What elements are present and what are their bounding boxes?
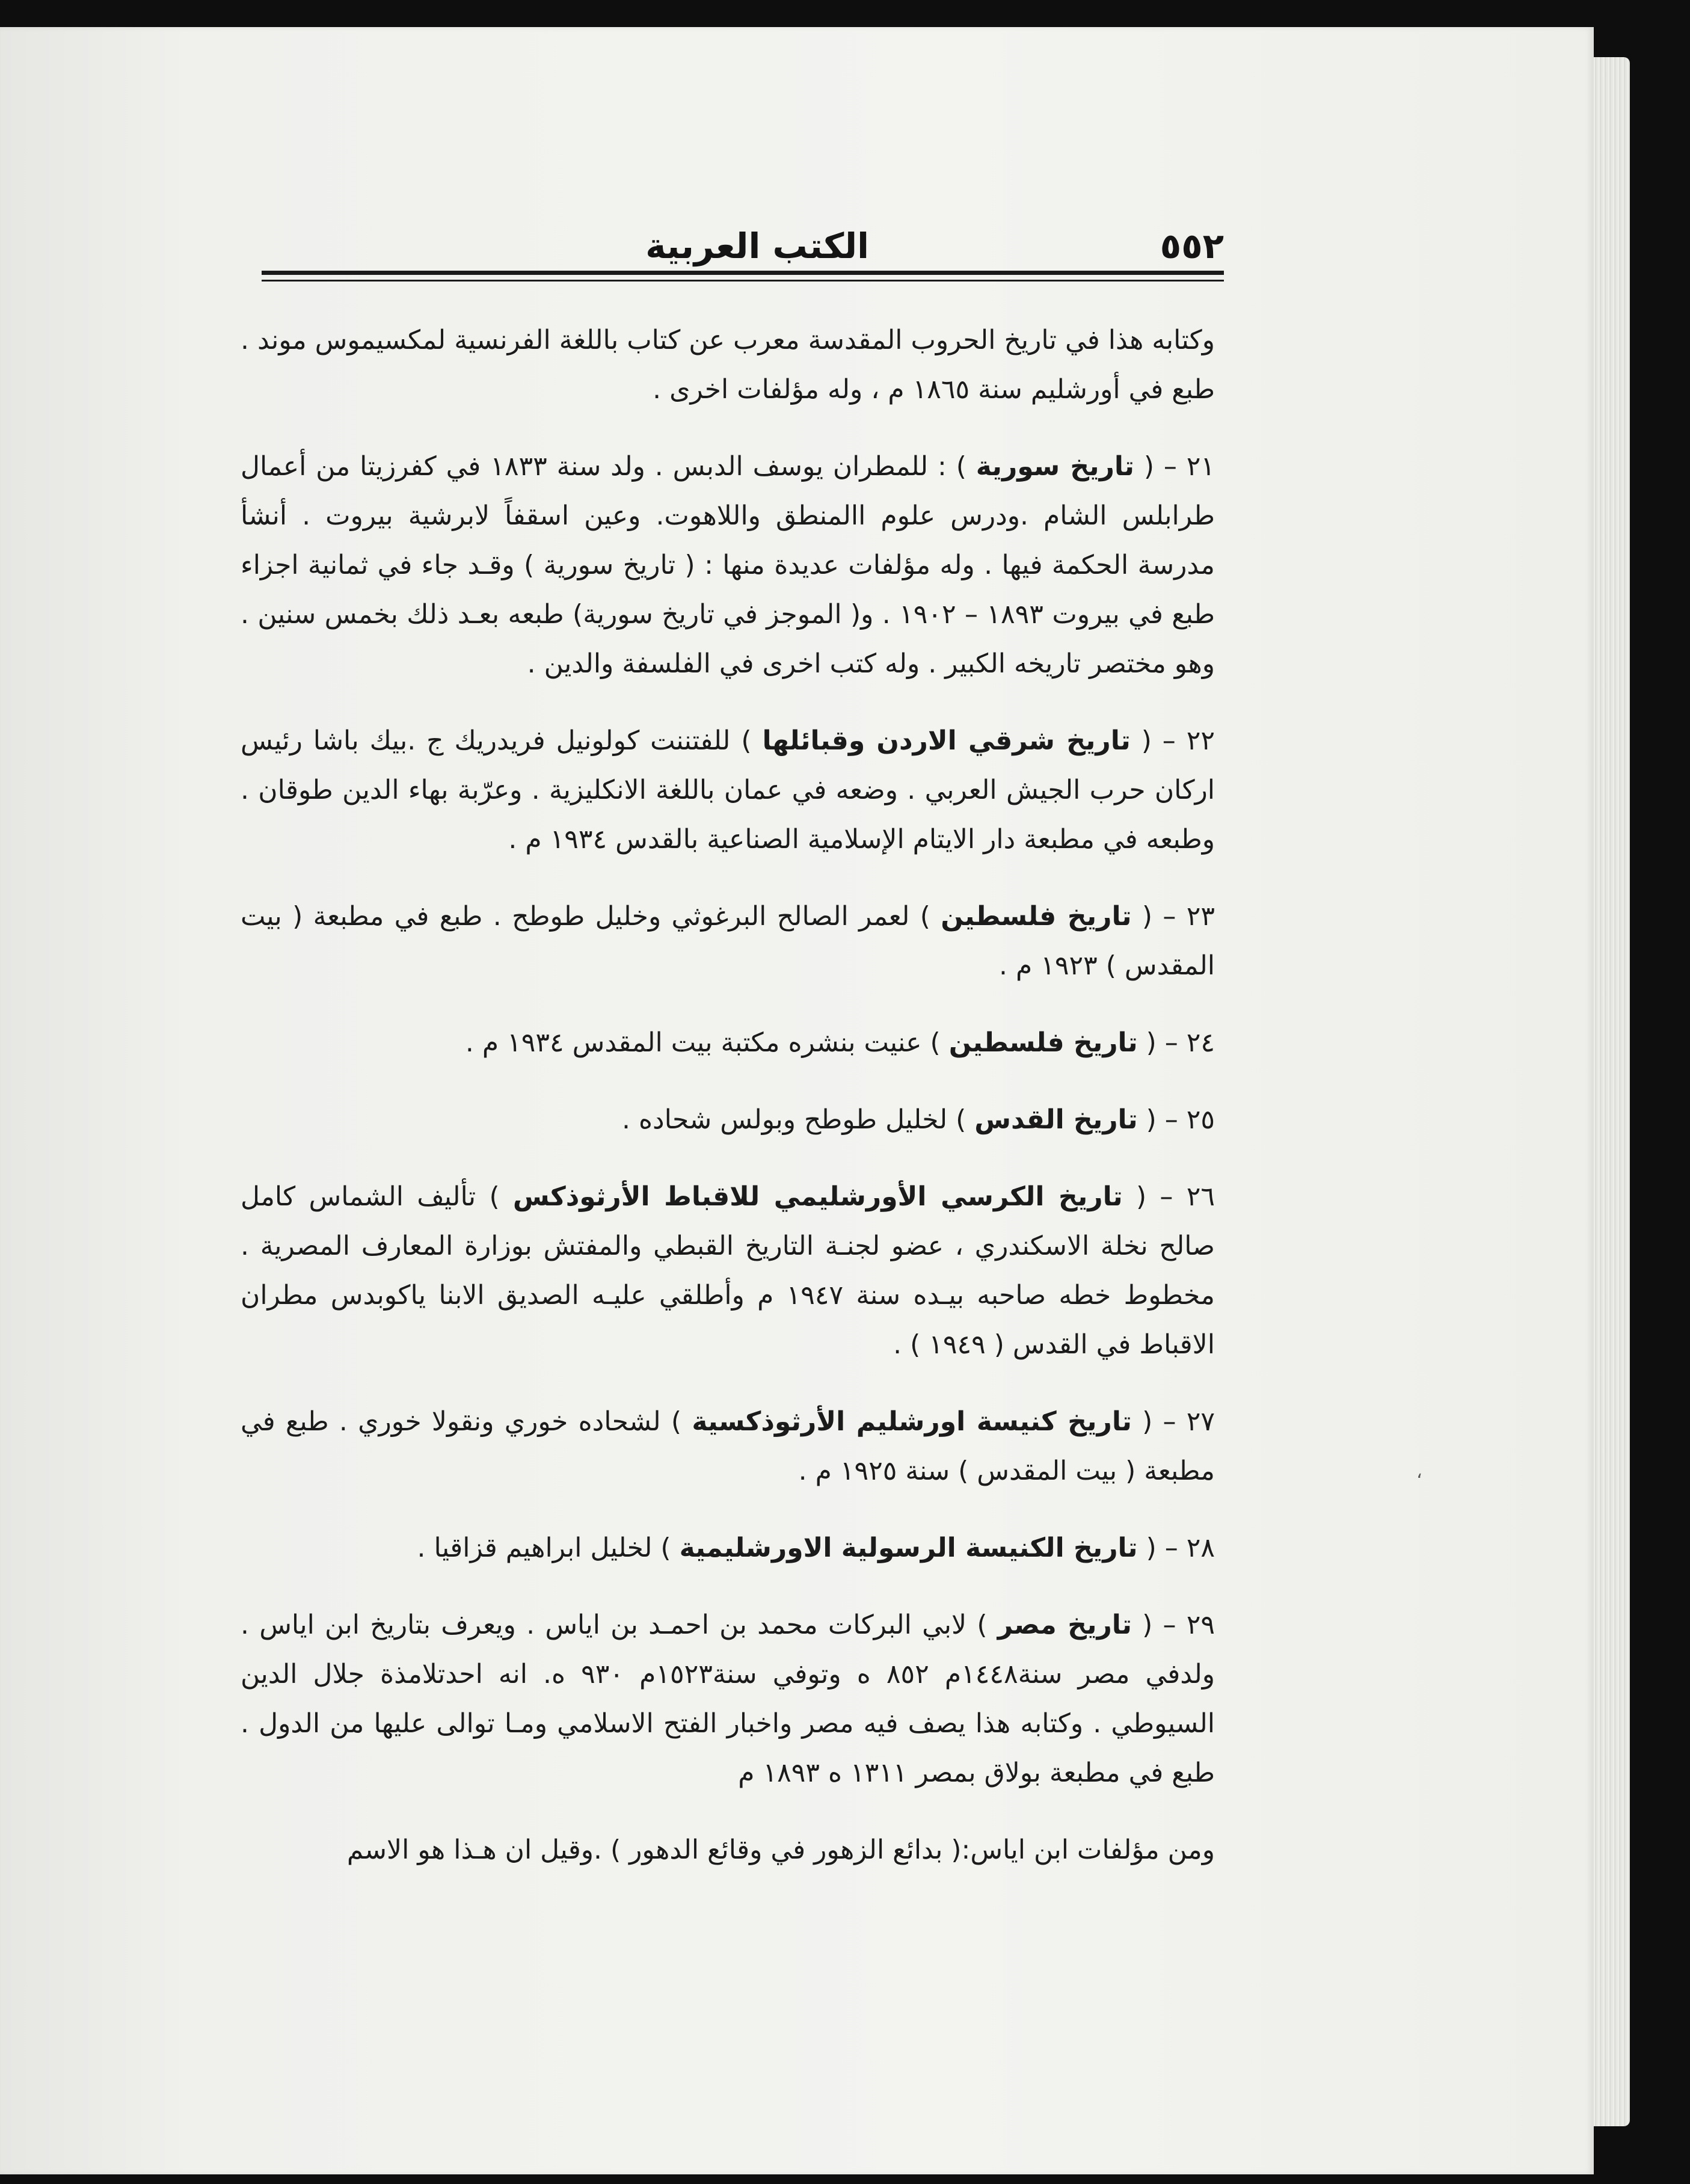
entry-text: ) لابي البركات محمد بن احمـد بن اياس . ويعرف بتاريخ ابن اياس . ولدفي مصر سنة١٤٤٨م ٨٥٢ ه وتوفي سنة١٥٢٣م ٩٣٠ ه. انه احدتلامذة جلال الدين السيوطي . وكتابه هذا يصف فيه مصر واخبار الفتح الاسلامي ومـا توالى عليها من الدول . طبع في مطبعة بولاق بمصر ١٣١١ ه ١٨٩٣ م [241,1610,1215,1788]
entry-number: ٢٧ – ( [1142,1406,1215,1437]
entry-text: ) لعمر الصالح البرغوثي وخليل طوطح . طبع في مطبعة ( بيت المقدس ) ١٩٢٣ م . [241,901,1215,981]
entry-24 [241,1018,1215,1068]
entry-22 [241,716,1215,864]
entry-title: تاريخ القدس [974,1104,1138,1135]
entry-text: ) لخليل ابراهيم قزاقيا . [417,1533,671,1563]
entry-title: تاريخ فلسطين [941,901,1132,932]
entry-number: ٢٩ – ( [1142,1610,1215,1640]
paragraph-text: ومن مؤلفات ابن اياس:( بدائع الزهور في وقائع الدهور ) .وقيل ان هـذا هو الاسم [346,1835,1215,1865]
entry-28 [241,1524,1215,1573]
entry-number: ٢٦ – ( [1135,1181,1215,1212]
entry-29 [241,1601,1215,1798]
entry-title: تاريخ الكنيسة الرسولية الاورشليمية [679,1533,1138,1563]
entry-title: تاريخ فلسطين [948,1027,1138,1058]
entry-25 [241,1095,1215,1145]
paragraph-text: وكتابه هذا في تاريخ الحروب المقدسة معرب عن كتاب باللغة الفرنسية لمكسيموس موند . طبع في أورشليم سنة ١٨٦٥ م ، وله مؤلفات اخرى . [241,325,1215,405]
entry-text: ) تأليف الشماس كامل صالح نخلة الاسكندري ، عضو لجنـة التاريخ القبطي والمفتش بوزارة المعارف المصرية . مخطوط خطه صاحبه بيـده سنة ١٩٤٧ م وأطلقي عليـه الصديق الابنا ياكوبدس مطران الاقباط في القدس ( ١٩٤٩ ) . [241,1181,1215,1360]
entry-title: تاريخ سورية [976,451,1134,482]
entry-number: ٢٣ – ( [1142,901,1215,932]
entry-number: ٢٨ – ( [1146,1533,1215,1563]
entry-27 [241,1397,1215,1496]
running-title: الكتب العربية [645,226,869,266]
entry-title: تاريخ الكرسي الأورشليمي للاقباط الأرثوذكس [512,1181,1123,1212]
entry-text: ) : للمطران يوسف الدبس . ولد سنة ١٨٣٣ في كفرزيتا من أعمال طرابلس الشام .ودرس علوم االمنطق واللاهوت. وعين اسقفاً لابرشية بيروت . أنشأ مدرسة الحكمة فيها . وله مؤلفات عديدة منها : ( تاريخ سورية ) وقـد جاء في ثمانية اجزاء طبع في بيروت ١٨٩٣ – ١٩٠٢ . و( الموجز في تاريخ سورية) طبعه بعـد ذلك بخمس سنين . وهو مختصر تاريخه الكبير . وله كتب اخرى في الفلسفة والدين . [241,451,1215,679]
entry-text: ) لخليل طوطح وبولس شحاده . [621,1104,966,1135]
entry-number: ٢٢ – ( [1141,725,1215,756]
entry-title: تاريخ مصر [997,1610,1132,1640]
book-page [0,27,1594,2174]
body-text [241,316,1215,1903]
entry-21 [241,442,1215,689]
entry-number: ٢١ – ( [1143,451,1215,482]
paragraph-intro [241,316,1215,414]
page-header [262,226,1224,274]
entry-23 [241,892,1215,991]
entry-title: تاريخ كنيسة اورشليم الأرثوذكسية [692,1406,1132,1437]
entry-text: ) لشحاده خوري ونقولا خوري . طبع في مطبعة ( بيت المقدس ) سنة ١٩٢٥ م . [241,1406,1215,1486]
header-rule-thin [262,280,1224,281]
entry-26 [241,1172,1215,1370]
page-number: ٥٥٢ [1160,226,1224,266]
header-rule-thick [262,271,1224,275]
entry-text: ) عنيت بنشره مكتبة بيت المقدس ١٩٣٤ م . [465,1027,941,1058]
entry-title: تاريخ شرقي الاردن وقبائلها [762,725,1131,756]
entry-text: ) للفتننت كولونيل فريدريك ج .بيك باشا رئيس اركان حرب الجيش العربي . وضعه في عمان باللغة الانكليزية . وعرّبة بهاء الدين طوقان . وطبعه في مطبعة دار الايتام الإسلامية الصناعية بالقدس ١٩٣٤ م . [241,725,1215,855]
stray-ink-mark: ، [1416,1462,1422,1483]
entry-number: ٢٥ – ( [1146,1104,1215,1135]
entry-number: ٢٤ – ( [1146,1027,1215,1058]
paragraph-closing [241,1826,1215,1875]
